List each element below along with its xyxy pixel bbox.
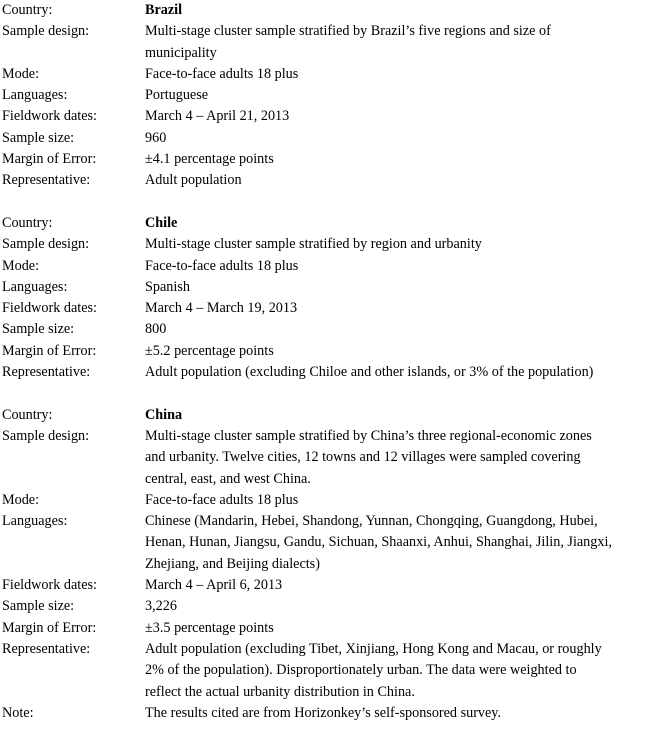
representative-row	[0, 639, 666, 703]
languages-label: Languages:	[2, 278, 68, 295]
sample-design-label: Sample design:	[2, 236, 90, 253]
margin-of-error-label: Margin of Error:	[2, 342, 97, 359]
mode-label: Mode:	[2, 491, 40, 508]
languages-label: Languages:	[2, 87, 68, 104]
sample-size-row	[0, 128, 666, 149]
sample-size-value: 3,226	[145, 598, 177, 615]
sample-design-value: Multi-stage cluster sample stratified by Brazil’s five regions and size of municipality	[145, 23, 551, 61]
mode-value: Face-to-face adults 18 plus	[145, 257, 299, 274]
sample-design-value: Multi-stage cluster sample stratified by region and urbanity	[145, 236, 482, 253]
margin-of-error-row	[0, 149, 666, 170]
sample-design-row	[0, 21, 666, 64]
languages-value: Chinese (Mandarin, Hebei, Shandong, Yunnan, Chongqing, Guangdong, Hubei, Henan, Hunan, Jiangsu, Gandu, Sichuan, Shaanxi, Anhui, Shanghai, Jilin, Jiangxi, Zhejiang, and Beijing dialects)	[145, 513, 612, 572]
sample-size-label: Sample size:	[2, 598, 75, 615]
representative-label: Representative:	[2, 172, 91, 189]
note-row	[0, 703, 666, 724]
fieldwork-dates-value: March 4 – April 21, 2013	[145, 108, 290, 125]
fieldwork-dates-row	[0, 298, 666, 319]
sample-size-value: 960	[145, 129, 167, 146]
representative-label: Representative:	[2, 640, 91, 657]
country-row	[0, 0, 666, 21]
fieldwork-dates-label: Fieldwork dates:	[2, 108, 97, 125]
country-name: Brazil	[145, 2, 183, 18]
fieldwork-dates-value: March 4 – April 6, 2013	[145, 577, 283, 594]
mode-value: Face-to-face adults 18 plus	[145, 491, 299, 508]
representative-label: Representative:	[2, 364, 91, 381]
sample-size-label: Sample size:	[2, 321, 75, 338]
representative-value: Adult population	[145, 172, 242, 189]
sample-design-label: Sample design:	[2, 427, 90, 444]
sample-design-row	[0, 234, 666, 255]
fieldwork-dates-row	[0, 106, 666, 127]
fieldwork-dates-label: Fieldwork dates:	[2, 300, 97, 317]
languages-row	[0, 85, 666, 106]
margin-of-error-label: Margin of Error:	[2, 619, 97, 636]
country-name: Chile	[145, 214, 178, 231]
fieldwork-dates-row	[0, 575, 666, 596]
fieldwork-dates-value: March 4 – March 19, 2013	[145, 300, 298, 317]
country-row	[0, 405, 666, 426]
sample-size-value: 800	[145, 321, 167, 338]
representative-row	[0, 170, 666, 191]
mode-label: Mode:	[2, 257, 40, 274]
country-row	[0, 213, 666, 234]
country-label: Country:	[2, 214, 53, 231]
mode-row	[0, 64, 666, 85]
languages-label: Languages:	[2, 513, 68, 530]
languages-row	[0, 511, 666, 575]
note-label: Note:	[2, 704, 34, 721]
mode-value: Face-to-face adults 18 plus	[145, 65, 299, 82]
country-section-brazil	[0, 0, 666, 192]
margin-of-error-label: Margin of Error:	[2, 151, 97, 168]
margin-of-error-value: ±5.2 percentage points	[145, 342, 274, 359]
note-value: The results cited are from Horizonkey’s self-sponsored survey.	[145, 704, 502, 721]
country-section-china	[0, 405, 666, 724]
fieldwork-dates-label: Fieldwork dates:	[2, 577, 97, 594]
representative-value: Adult population (excluding Tibet, Xinjiang, Hong Kong and Macau, or roughly 2% of the population). Disproportionately urban. The data were weighted to reflect the actual urbanity distribution in China.	[145, 640, 602, 700]
sample-design-row	[0, 426, 666, 490]
margin-of-error-value: ±4.1 percentage points	[145, 151, 274, 168]
country-label: Country:	[2, 406, 53, 423]
representative-row	[0, 362, 666, 383]
mode-label: Mode:	[2, 65, 40, 82]
languages-value: Spanish	[145, 278, 190, 295]
margin-of-error-row	[0, 341, 666, 362]
representative-value: Adult population (excluding Chiloe and other islands, or 3% of the population)	[145, 364, 594, 381]
sample-size-row	[0, 319, 666, 340]
country-section-chile	[0, 213, 666, 383]
sample-size-label: Sample size:	[2, 129, 75, 146]
country-label: Country:	[2, 2, 53, 18]
margin-of-error-row	[0, 618, 666, 639]
mode-row	[0, 256, 666, 277]
languages-row	[0, 277, 666, 298]
mode-row	[0, 490, 666, 511]
sample-design-value: Multi-stage cluster sample stratified by China’s three regional-economic zones and urbanity. Twelve cities, 12 towns and 12 villages were sampled covering central, east, and west China.	[145, 427, 592, 487]
margin-of-error-value: ±3.5 percentage points	[145, 619, 274, 636]
country-name: China	[145, 406, 183, 423]
sample-size-row	[0, 596, 666, 617]
sample-design-label: Sample design:	[2, 23, 90, 40]
languages-value: Portuguese	[145, 87, 209, 104]
